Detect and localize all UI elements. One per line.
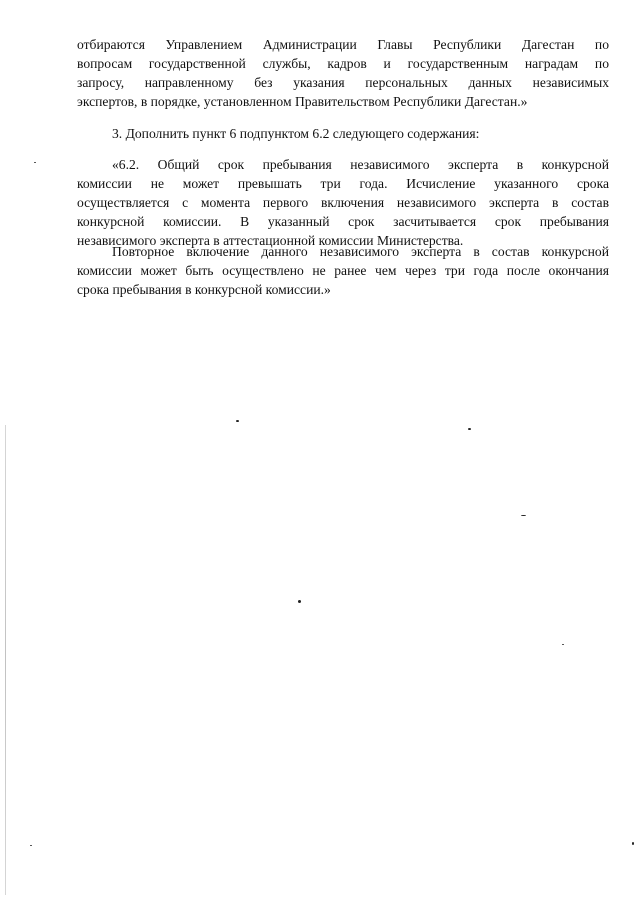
scan-speck — [34, 162, 36, 163]
text-line: независимого эксперта в аттестационной комиссии Министерства. — [77, 233, 464, 248]
text-line: Повторное включение данного независимого эксперта в состав конкурсной — [112, 244, 609, 259]
text-line: осуществляется с момента первого включения независимого эксперта в состав — [77, 195, 609, 210]
scan-edge-line — [5, 425, 6, 895]
scan-speck — [632, 842, 634, 845]
text-line: «6.2. Общий срок пребывания независимого эксперта в конкурсной — [112, 157, 609, 172]
paragraph-subitem-6-2 — [77, 155, 609, 250]
paragraph-repeat-inclusion — [77, 242, 609, 299]
text-line: отбираются Управлением Администрации Главы Республики Дагестан по — [77, 37, 609, 52]
scan-speck — [30, 845, 32, 846]
text-line: запросу, направленному без указания персональных данных независимых — [77, 75, 609, 90]
scan-speck — [298, 600, 301, 603]
paragraph-item-3 — [112, 124, 609, 143]
text-line: экспертов, в порядке, установленном Правительством Республики Дагестан.» — [77, 94, 528, 109]
text-line: комиссии может быть осуществлено не ранее чем через три года после окончания — [77, 263, 609, 278]
text-line: конкурсной комиссии. В указанный срок засчитывается срок пребывания — [77, 214, 609, 229]
scan-speck — [562, 644, 564, 645]
scan-speck — [236, 420, 239, 422]
text-line: вопросам государственной службы, кадров и государственным наградам по — [77, 56, 609, 71]
text-line: комиссии не может превышать три года. Исчисление указанного срока — [77, 176, 609, 191]
scan-speck — [468, 428, 471, 430]
paragraph-continuation — [77, 35, 609, 111]
text-line: 3. Дополнить пункт 6 подпунктом 6.2 следующего содержания: — [112, 126, 480, 141]
text-line: срока пребывания в конкурсной комиссии.» — [77, 282, 331, 297]
scan-speck — [521, 515, 526, 516]
